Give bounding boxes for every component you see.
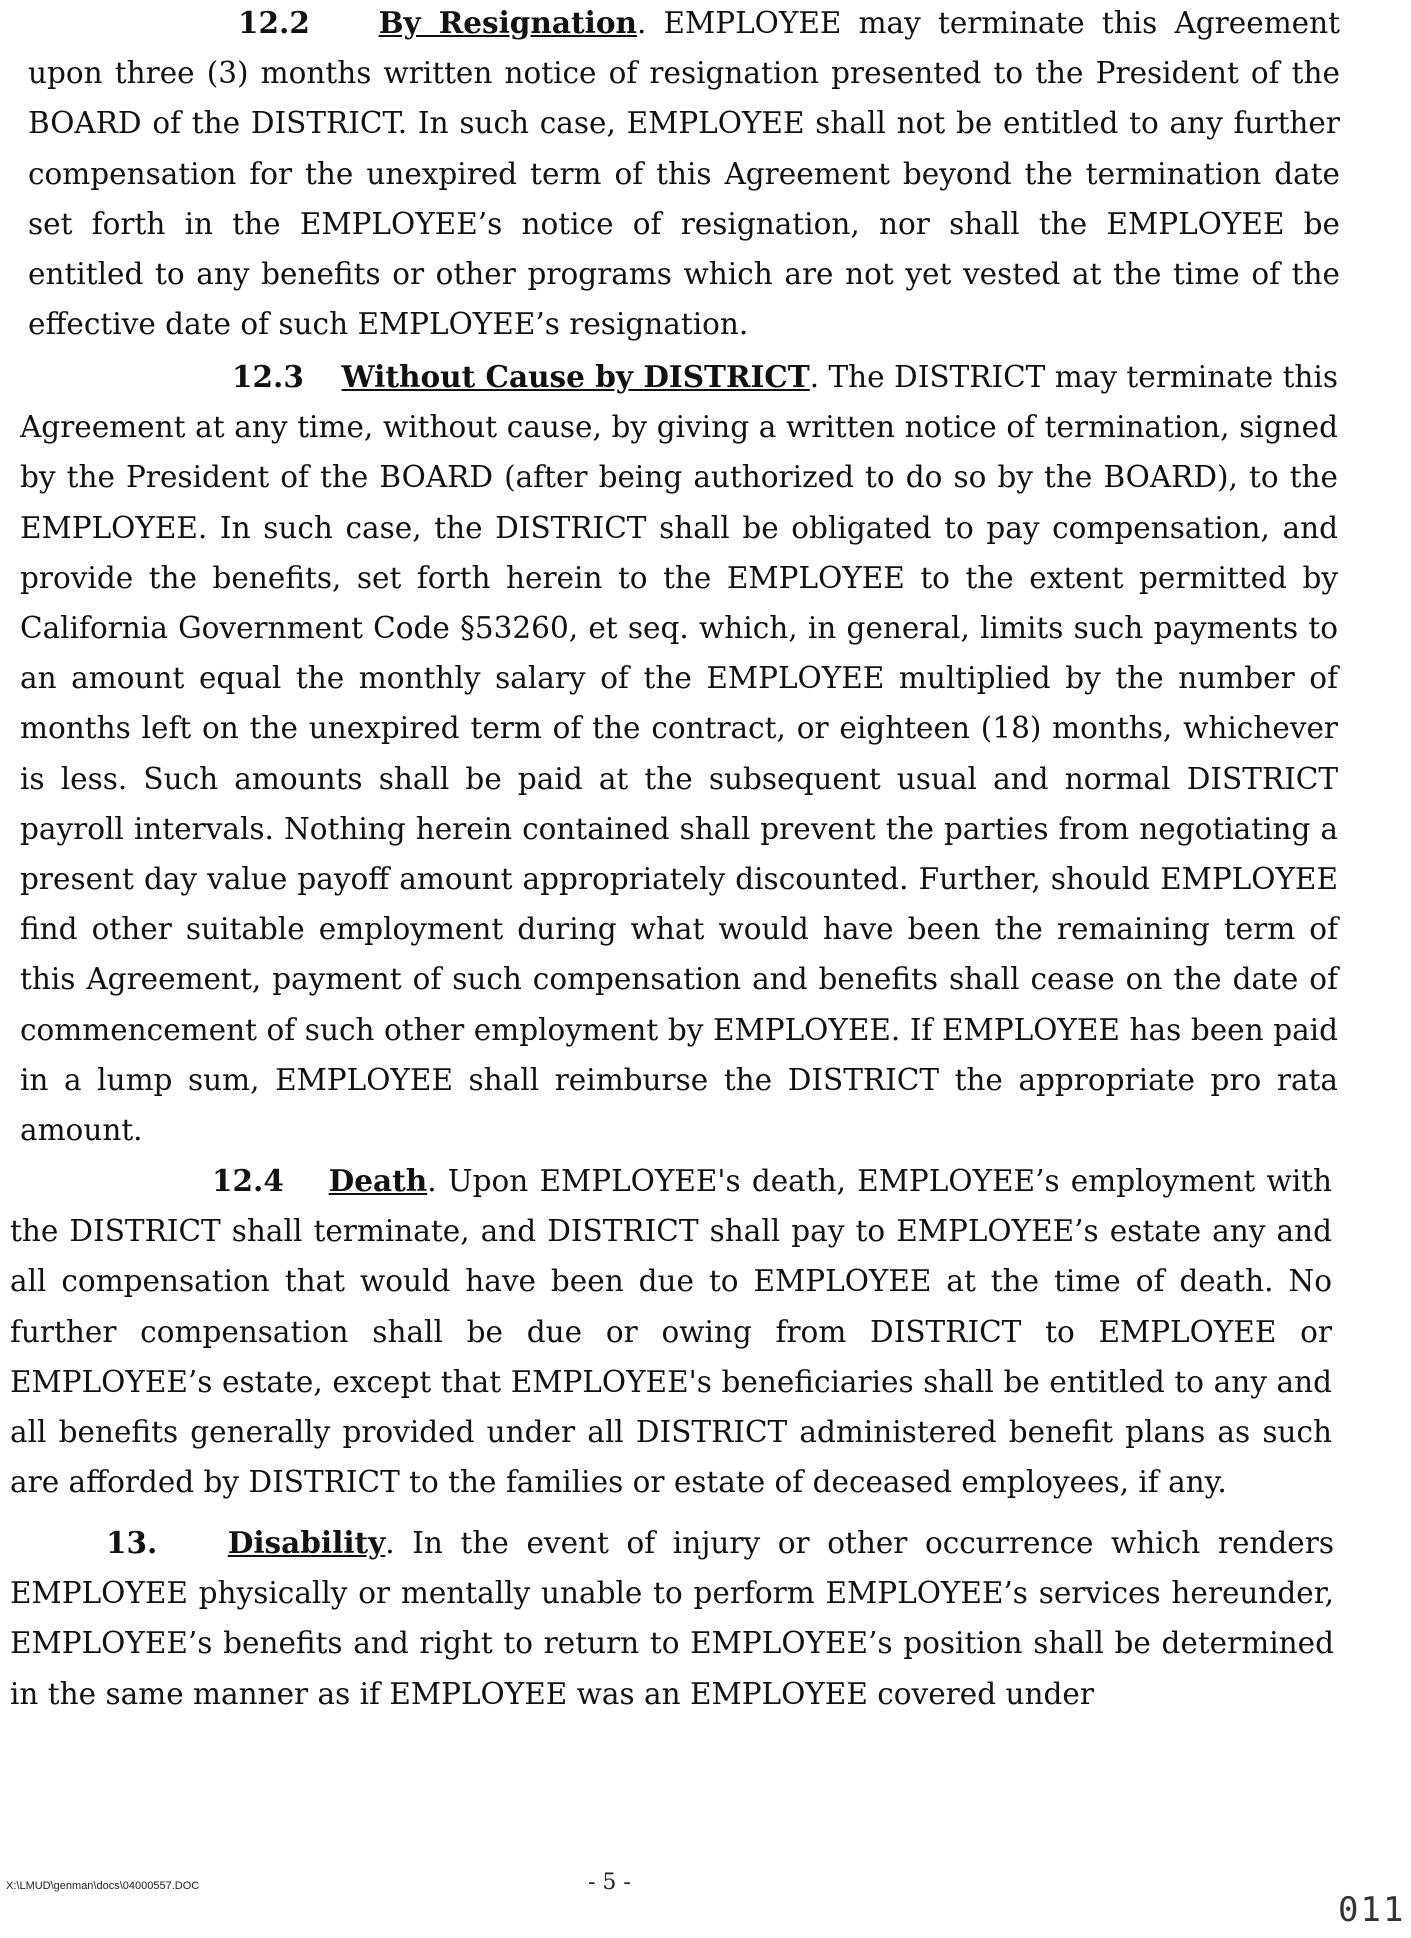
section-body: . The DISTRICT may terminate this Agreement at any time, without cause, by giving a written notice of termination, signed by the President of the BOARD (after being authorized to do so by the BOARD), to the EMPLOYEE. In such case, the DISTRICT shall be obligated to pay compensation, and provide the benefits, set forth herein to the EMPLOYEE to the extent permitted by California Government Code §53260, et seq. which, in general, limits such payments to an amount equal the monthly salary of the EMPLOYEE multiplied by the number of months left on the unexpired term of the contract, or eighteen (18) months, whichever is less. Such amounts shall be paid at the subsequent usual and normal DISTRICT payroll intervals. Nothing herein contained shall prevent the parties from negotiating a present day value payoff amount appropriately discounted. Further, should EMPLOYEE find other suitable employment during what would have been the remaining term of this Agreement, payment of such compensation and benefits shall cease on the date of commencement of such other employment by EMPLOYEE. If EMPLOYEE has been paid in a lump sum, EMPLOYEE shall reimburse the DISTRICT the appropriate pro rata amount. xyxy=(20,360,1338,1148)
section-heading: By Resignation xyxy=(378,5,637,40)
section-12-2 xyxy=(28,0,1340,349)
section-number: 12.4 xyxy=(212,1163,284,1198)
section-heading: Disability xyxy=(227,1525,386,1560)
section-number: 13. xyxy=(106,1525,158,1560)
section-heading: Without Cause by DISTRICT xyxy=(341,359,810,394)
section-body: . Upon EMPLOYEE's death, EMPLOYEE’s employment with the DISTRICT shall terminate, and DISTRICT shall pay to EMPLOYEE’s estate any and all compensation that would have been due to EMPLOYEE at the time of death. No further compensation shall be due or owing from DISTRICT to EMPLOYEE or EMPLOYEE’s estate, except that EMPLOYEE's beneficiaries shall be entitled to any and all benefits generally provided under all DISTRICT administered benefit plans as such are afforded by DISTRICT to the families or estate of deceased employees, if any. xyxy=(10,1164,1333,1500)
section-number: 12.2 xyxy=(238,5,310,40)
section-number: 12.3 xyxy=(232,359,304,394)
footer-file-path: X:\LMUD\genman\docs\04000557.DOC xyxy=(6,1880,200,1892)
section-heading: Death xyxy=(328,1163,428,1198)
page-number: - 5 - xyxy=(588,1870,631,1895)
section-13 xyxy=(10,1518,1334,1719)
bates-number: 011 xyxy=(1338,1890,1406,1930)
section-body: . EMPLOYEE may terminate this Agreement upon three (3) months written notice of resignation presented to the President of the BOARD of the DISTRICT. In such case, EMPLOYEE shall not be entitled to any further compensation for the unexpired term of this Agreement beyond the termination date set forth in the EMPLOYEE’s notice of resignation, nor shall the EMPLOYEE be entitled to any benefits or other programs which are not yet vested at the time of the effective date of such EMPLOYEE’s resignation. xyxy=(28,6,1340,342)
section-body: . In the event of injury or other occurrence which renders EMPLOYEE physically or mentally unable to perform EMPLOYEE’s services hereunder, EMPLOYEE’s benefits and right to return to EMPLOYEE’s position shall be determined in the same manner as if EMPLOYEE was an EMPLOYEE covered under xyxy=(10,1526,1335,1711)
section-12-3 xyxy=(20,352,1338,1155)
section-12-4 xyxy=(10,1156,1332,1507)
